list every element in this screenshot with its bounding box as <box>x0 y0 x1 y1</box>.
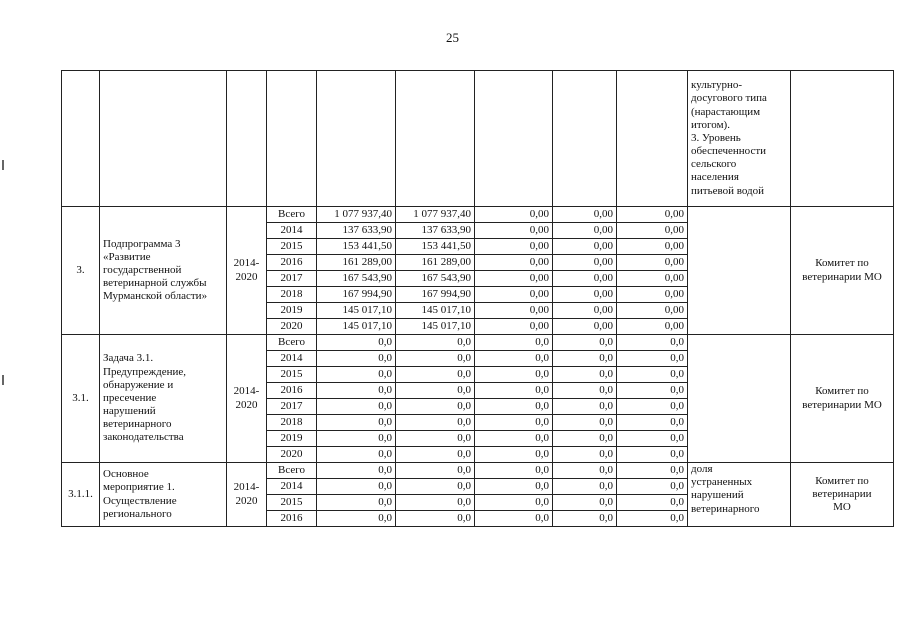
year-cell: 2019 <box>267 431 317 447</box>
indicator-text <box>688 207 791 335</box>
year-cell: 2014 <box>267 479 317 495</box>
total-value: 0,0 <box>317 479 396 495</box>
federal-value: 0,00 <box>475 287 553 303</box>
local-value: 0,00 <box>553 239 617 255</box>
continued-indicator-text: культурно- досугового типа (нарастающим итогом). 3. Уровень обеспеченности сельского населения питьевой водой <box>688 71 791 207</box>
regional-value: 137 633,90 <box>396 223 475 239</box>
regional-value: 0,0 <box>396 383 475 399</box>
empty-cell <box>475 71 553 207</box>
local-value: 0,0 <box>553 383 617 399</box>
total-value: 0,0 <box>317 367 396 383</box>
empty-cell <box>100 71 227 207</box>
section-name: Основное мероприятие 1. Осуществление регионального <box>100 463 227 527</box>
empty-cell <box>617 71 688 207</box>
section-number: 3. <box>62 207 100 335</box>
year-cell: 2018 <box>267 287 317 303</box>
year-cell: Всего <box>267 207 317 223</box>
section-name: Подпрограмма 3 «Развитие государственной ветеринарной службы Мурманской области» <box>100 207 227 335</box>
other-value: 0,0 <box>617 495 688 511</box>
other-value: 0,00 <box>617 223 688 239</box>
margin-mark <box>2 375 4 385</box>
other-value: 0,00 <box>617 207 688 223</box>
executor-name: Комитет по ветеринарии МО <box>791 335 894 463</box>
total-value: 0,0 <box>317 383 396 399</box>
margin-mark <box>2 160 4 170</box>
federal-value: 0,00 <box>475 319 553 335</box>
other-value: 0,0 <box>617 383 688 399</box>
local-value: 0,0 <box>553 463 617 479</box>
federal-value: 0,0 <box>475 399 553 415</box>
local-value: 0,0 <box>553 335 617 351</box>
year-cell: 2020 <box>267 447 317 463</box>
section-period: 2014- 2020 <box>227 463 267 527</box>
total-value: 0,0 <box>317 415 396 431</box>
year-cell: 2016 <box>267 383 317 399</box>
year-cell: 2014 <box>267 223 317 239</box>
empty-cell <box>62 71 100 207</box>
table-row <box>62 335 894 351</box>
total-value: 0,0 <box>317 431 396 447</box>
regional-value: 161 289,00 <box>396 255 475 271</box>
empty-cell <box>317 71 396 207</box>
local-value: 0,0 <box>553 367 617 383</box>
page-number: 25 <box>446 30 459 45</box>
other-value: 0,00 <box>617 303 688 319</box>
local-value: 0,0 <box>553 479 617 495</box>
empty-cell <box>396 71 475 207</box>
regional-value: 0,0 <box>396 367 475 383</box>
regional-value: 0,0 <box>396 399 475 415</box>
executor-name: Комитет по ветеринарии МО <box>791 207 894 335</box>
section-name: Задача 3.1. Предупреждение, обнаружение и пресечение нарушений ветеринарного законодательства <box>100 335 227 463</box>
year-cell: 2017 <box>267 271 317 287</box>
local-value: 0,00 <box>553 287 617 303</box>
other-value: 0,00 <box>617 319 688 335</box>
local-value: 0,0 <box>553 399 617 415</box>
other-value: 0,00 <box>617 271 688 287</box>
federal-value: 0,0 <box>475 447 553 463</box>
federal-value: 0,00 <box>475 239 553 255</box>
year-cell: 2017 <box>267 399 317 415</box>
federal-value: 0,0 <box>475 367 553 383</box>
federal-value: 0,0 <box>475 495 553 511</box>
section-number: 3.1.1. <box>62 463 100 527</box>
regional-value: 0,0 <box>396 511 475 527</box>
year-cell: 2014 <box>267 351 317 367</box>
other-value: 0,0 <box>617 335 688 351</box>
empty-cell <box>553 71 617 207</box>
total-value: 137 633,90 <box>317 223 396 239</box>
federal-value: 0,0 <box>475 351 553 367</box>
regional-value: 0,0 <box>396 463 475 479</box>
regional-value: 0,0 <box>396 431 475 447</box>
other-value: 0,0 <box>617 463 688 479</box>
total-value: 0,0 <box>317 399 396 415</box>
regional-value: 167 543,90 <box>396 271 475 287</box>
section-period: 2014- 2020 <box>227 335 267 463</box>
total-value: 0,0 <box>317 463 396 479</box>
local-value: 0,0 <box>553 415 617 431</box>
regional-value: 145 017,10 <box>396 319 475 335</box>
total-value: 145 017,10 <box>317 319 396 335</box>
total-value: 0,0 <box>317 511 396 527</box>
federal-value: 0,0 <box>475 479 553 495</box>
total-value: 167 994,90 <box>317 287 396 303</box>
other-value: 0,00 <box>617 239 688 255</box>
federal-value: 0,00 <box>475 271 553 287</box>
year-cell: 2015 <box>267 239 317 255</box>
regional-value: 0,0 <box>396 351 475 367</box>
local-value: 0,0 <box>553 511 617 527</box>
total-value: 145 017,10 <box>317 303 396 319</box>
year-cell: 2020 <box>267 319 317 335</box>
other-value: 0,00 <box>617 287 688 303</box>
regional-value: 0,0 <box>396 479 475 495</box>
total-value: 0,0 <box>317 335 396 351</box>
local-value: 0,0 <box>553 431 617 447</box>
section-number: 3.1. <box>62 335 100 463</box>
local-value: 0,0 <box>553 495 617 511</box>
local-value: 0,00 <box>553 207 617 223</box>
local-value: 0,00 <box>553 319 617 335</box>
other-value: 0,0 <box>617 367 688 383</box>
year-cell: 2015 <box>267 495 317 511</box>
local-value: 0,00 <box>553 271 617 287</box>
regional-value: 0,0 <box>396 495 475 511</box>
federal-value: 0,00 <box>475 223 553 239</box>
regional-value: 167 994,90 <box>396 287 475 303</box>
local-value: 0,00 <box>553 223 617 239</box>
program-funding-table <box>61 70 894 527</box>
total-value: 0,0 <box>317 351 396 367</box>
federal-value: 0,00 <box>475 255 553 271</box>
table-row <box>62 463 894 479</box>
other-value: 0,0 <box>617 447 688 463</box>
local-value: 0,00 <box>553 303 617 319</box>
table-row <box>62 207 894 223</box>
federal-value: 0,0 <box>475 463 553 479</box>
continued-row <box>62 71 894 207</box>
federal-value: 0,00 <box>475 207 553 223</box>
federal-value: 0,0 <box>475 511 553 527</box>
other-value: 0,0 <box>617 415 688 431</box>
total-value: 0,0 <box>317 495 396 511</box>
federal-value: 0,0 <box>475 415 553 431</box>
local-value: 0,0 <box>553 351 617 367</box>
year-cell: 2018 <box>267 415 317 431</box>
federal-value: 0,0 <box>475 431 553 447</box>
regional-value: 0,0 <box>396 447 475 463</box>
total-value: 161 289,00 <box>317 255 396 271</box>
executor-name: Комитет по ветеринарии МО <box>791 463 894 527</box>
other-value: 0,0 <box>617 351 688 367</box>
regional-value: 153 441,50 <box>396 239 475 255</box>
indicator-text <box>688 335 791 463</box>
other-value: 0,0 <box>617 479 688 495</box>
other-value: 0,0 <box>617 511 688 527</box>
year-cell: 2019 <box>267 303 317 319</box>
federal-value: 0,00 <box>475 303 553 319</box>
regional-value: 0,0 <box>396 415 475 431</box>
empty-cell <box>267 71 317 207</box>
year-cell: 2015 <box>267 367 317 383</box>
regional-value: 1 077 937,40 <box>396 207 475 223</box>
year-cell: 2016 <box>267 511 317 527</box>
total-value: 153 441,50 <box>317 239 396 255</box>
year-cell: 2016 <box>267 255 317 271</box>
other-value: 0,0 <box>617 399 688 415</box>
total-value: 0,0 <box>317 447 396 463</box>
other-value: 0,0 <box>617 431 688 447</box>
indicator-text: доля устраненных нарушений ветеринарного <box>688 463 791 527</box>
year-cell: Всего <box>267 335 317 351</box>
empty-cell <box>791 71 894 207</box>
total-value: 1 077 937,40 <box>317 207 396 223</box>
local-value: 0,00 <box>553 255 617 271</box>
total-value: 167 543,90 <box>317 271 396 287</box>
federal-value: 0,0 <box>475 335 553 351</box>
year-cell: Всего <box>267 463 317 479</box>
other-value: 0,00 <box>617 255 688 271</box>
regional-value: 145 017,10 <box>396 303 475 319</box>
section-period: 2014- 2020 <box>227 207 267 335</box>
empty-cell <box>227 71 267 207</box>
federal-value: 0,0 <box>475 383 553 399</box>
local-value: 0,0 <box>553 447 617 463</box>
regional-value: 0,0 <box>396 335 475 351</box>
